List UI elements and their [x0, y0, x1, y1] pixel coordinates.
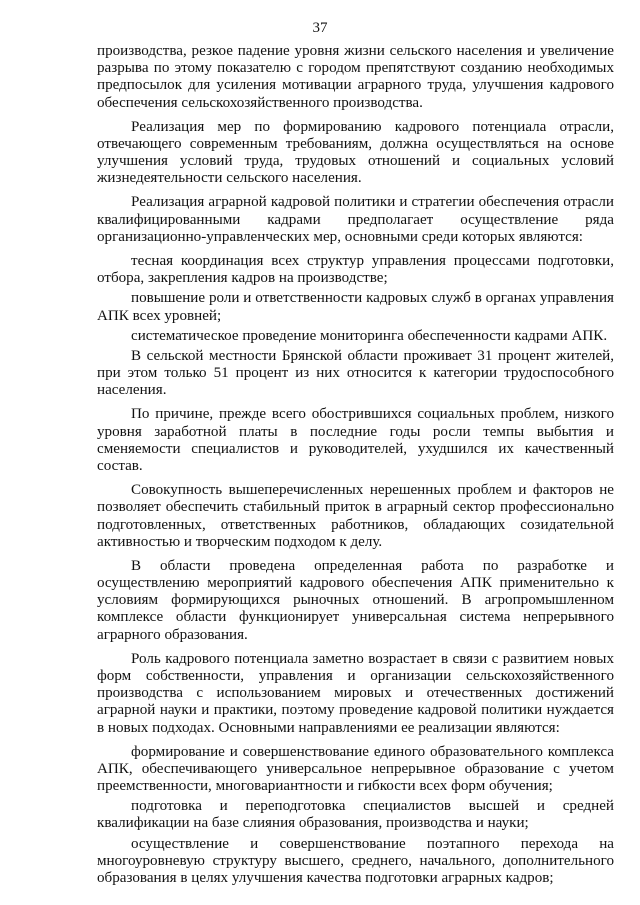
paragraph: В сельской местности Брянской области проживает 31 процент жителей, при этом только 51 процент из них относится к категории трудоспособного населения. — [97, 347, 614, 399]
paragraph: Реализация аграрной кадровой политики и стратегии обеспечения отрасли квалифицированными кадрами предполагает осуществление ряда организационно-управленческих мер, основными среди которых являются: — [97, 194, 614, 245]
paragraph: Совокупность вышеперечисленных нерешенных проблем и факторов не позволяет обеспечить стабильный приток в аграрный сектор профессионально подготовленных, ответственных работников, обладающих созидательной активностью и творческим подходом к делу. — [97, 482, 614, 550]
list-item: подготовка и переподготовка специалистов высшей и средней квалификации на базе слияния образования, производства и науки; — [97, 798, 614, 832]
paragraph: Роль кадрового потенциала заметно возрастает в связи с развитием новых форм собственности, управления и организации сельскохозяйственного производства с использованием мировых и отечественных достижений аграрной науки и практики, поэтому проведение кадровой политики нуждается в новых подходах. Основными направлениями ее реализации являются: — [97, 650, 614, 736]
paragraph: Реализация мер по формированию кадрового потенциала отрасли, отвечающего современным требованиям, должна осуществляться на основе улучшения условий труда, трудовых отношений и социальных условий жизнедеятельности сельского населения. — [97, 118, 614, 187]
paragraph: По причине, прежде всего обострившихся социальных проблем, низкого уровня заработной платы в последние годы росли темпы выбытия и сменяемости специалистов и руководителей, ухудшился их качественный состав. — [97, 406, 614, 475]
page-number: 37 — [312, 20, 328, 36]
list-item: систематическое проведение мониторинга обеспеченности кадрами АПК. — [131, 327, 608, 344]
paragraph: производства, резкое падение уровня жизни сельского населения и увеличение разрыва по этому показателю с городом препятствуют созданию необходимых предпосылок для усиления мотивации аграрного труда, улучшения кадрового обеспечения сельскохозяйственного производства. — [97, 43, 614, 111]
list-item: тесная координация всех структур управления процессами подготовки, отбора, закрепления кадров на производстве; — [97, 252, 614, 287]
list-item: формирование и совершенствование единого образовательного комплекса АПК, обеспечивающего универсальное непрерывное образование с учетом преемственности, многовариантности и гибкости всех форм обучения; — [97, 743, 614, 795]
body-text — [97, 43, 614, 890]
paragraph: В области проведена определенная работа по разработке и осуществлению мероприятий кадрового обеспечения АПК применительно к условиям формирующихся рыночных отношений. В агропромышленном комплексе области функционирует универсальная система непрерывного аграрного образования. — [97, 557, 614, 643]
list-item: повышение роли и ответственности кадровых служб в органах управления АПК всех уровней; — [97, 290, 614, 324]
list-item: осуществление и совершенствование поэтапного перехода на многоуровневую структуру высшего, среднего, начального, дополнительного образования в целях улучшения качества подготовки аграрных кадров; — [97, 835, 614, 887]
